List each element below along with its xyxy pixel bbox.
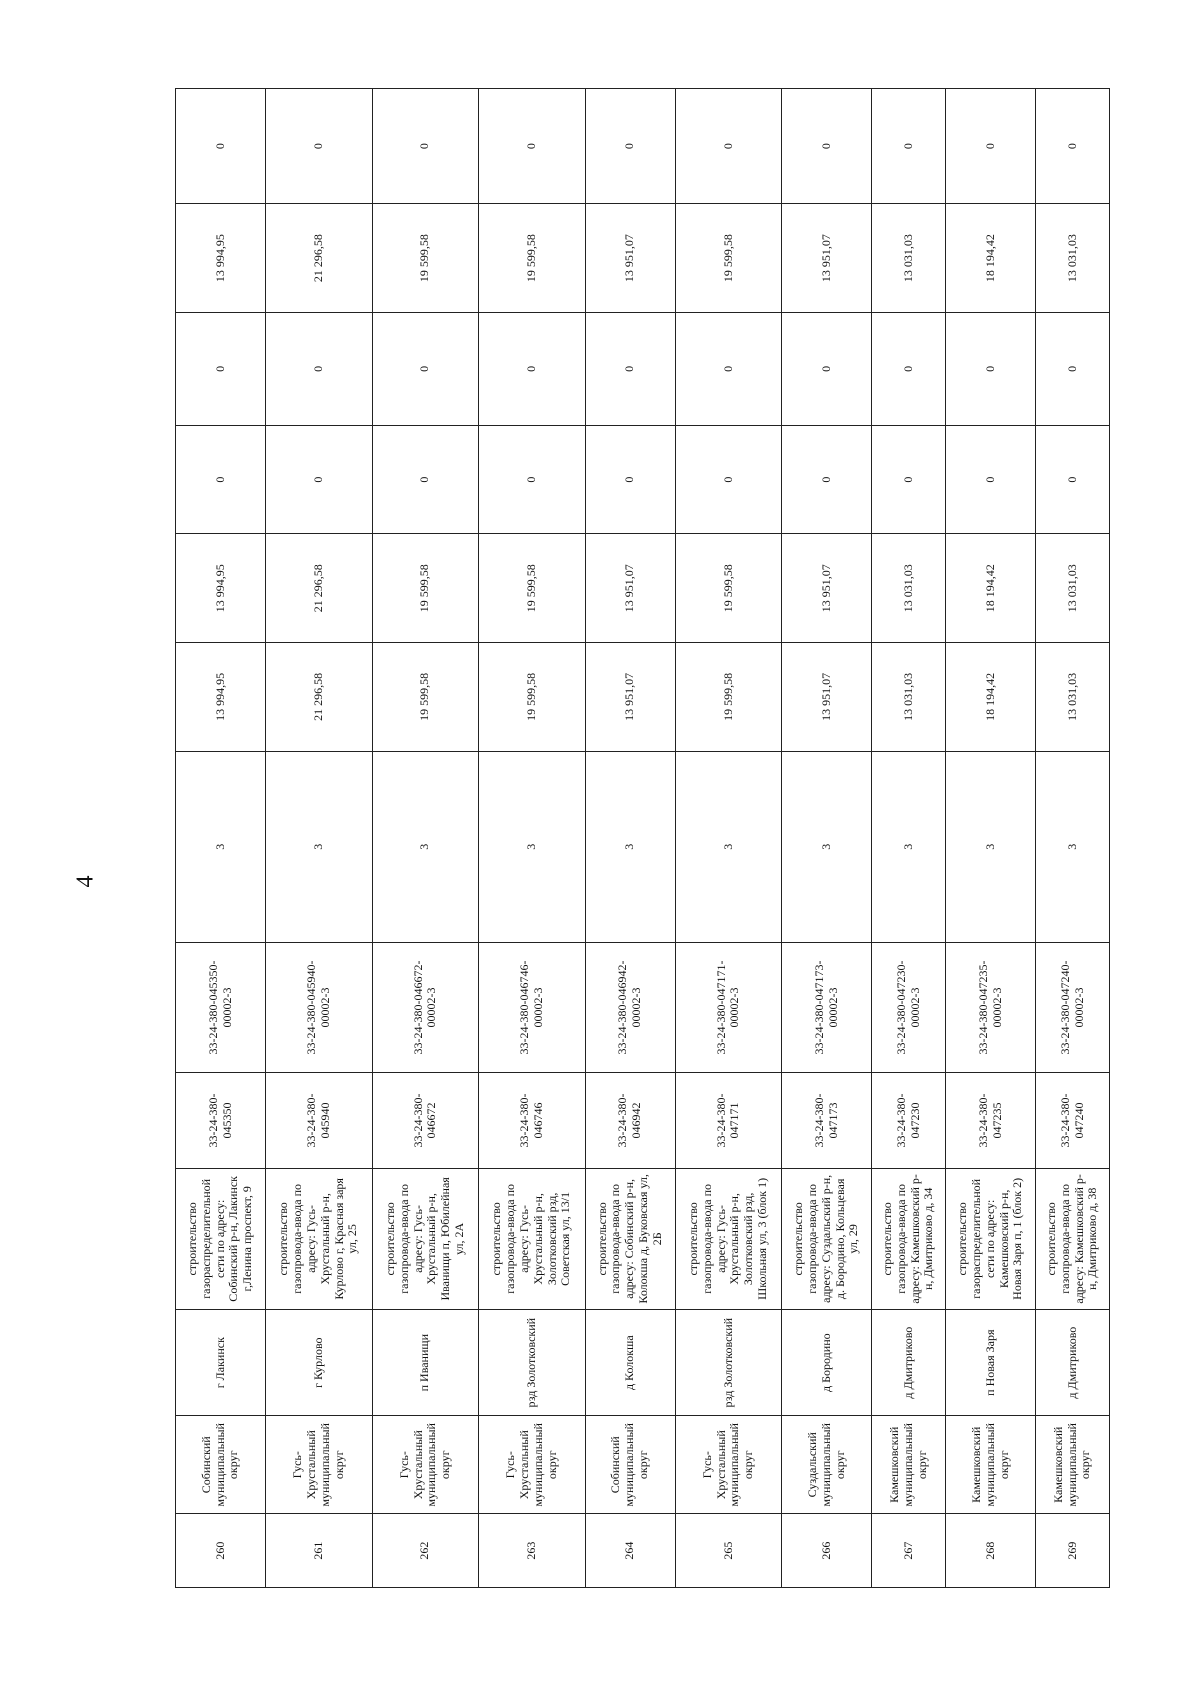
- municipality-cell: Гусь-Хрустальный муниципальный округ: [479, 1416, 585, 1514]
- zero-cell-2: 0: [872, 312, 946, 425]
- category-cell: 3: [675, 751, 781, 942]
- table-row: [782, 89, 872, 1588]
- zero-cell-3: 0: [872, 89, 946, 204]
- object-code-cell: 33-24-380-046746: [479, 1073, 585, 1169]
- zero-cell-1: 0: [585, 425, 675, 534]
- zero-cell-3: 0: [176, 89, 266, 204]
- zero-cell-2: 0: [479, 312, 585, 425]
- municipality-cell: Гусь-Хрустальный муниципальный округ: [675, 1416, 781, 1514]
- zero-cell-2: 0: [946, 312, 1036, 425]
- amount-cell-3: 13 951,07: [782, 204, 872, 313]
- category-cell: 3: [479, 751, 585, 942]
- table-container: [175, 88, 1110, 1588]
- table-row: [266, 89, 372, 1588]
- locality-cell: г Лакинск: [176, 1309, 266, 1415]
- full-code-cell: 33-24-380-046672-00002-3: [372, 942, 478, 1072]
- municipality-cell: Собинский муниципальный округ: [585, 1416, 675, 1514]
- zero-cell-2: 0: [675, 312, 781, 425]
- zero-cell-2: 0: [372, 312, 478, 425]
- zero-cell-2: 0: [266, 312, 372, 425]
- row-number: 264: [585, 1514, 675, 1588]
- amount-cell-2: 19 599,58: [675, 534, 781, 643]
- zero-cell-1: 0: [872, 425, 946, 534]
- full-code-cell: 33-24-380-047173-00002-3: [782, 942, 872, 1072]
- full-code-cell: 33-24-380-047230-00002-3: [872, 942, 946, 1072]
- row-number: 265: [675, 1514, 781, 1588]
- object-code-cell: 33-24-380-045940: [266, 1073, 372, 1169]
- municipality-cell: Камешковский муниципальный округ: [1036, 1416, 1110, 1514]
- locality-cell: д Колокша: [585, 1309, 675, 1415]
- zero-cell-1: 0: [675, 425, 781, 534]
- amount-cell-3: 19 599,58: [479, 204, 585, 313]
- locality-cell: рзд Золотковский: [675, 1309, 781, 1415]
- amount-cell-3: 13 994,95: [176, 204, 266, 313]
- table-row: [872, 89, 946, 1588]
- zero-cell-2: 0: [782, 312, 872, 425]
- object-description-cell: строительство газопровода-ввода по адресу: Гусь-Хрустальный р-н, Золотковский рзд, Школьная ул, 3 (блок 1): [675, 1168, 781, 1309]
- object-code-cell: 33-24-380-047171: [675, 1073, 781, 1169]
- amount-cell-3: 18 194,42: [946, 204, 1036, 313]
- municipality-cell: Гусь-Хрустальный муниципальный округ: [372, 1416, 478, 1514]
- row-number: 268: [946, 1514, 1036, 1588]
- zero-cell-3: 0: [1036, 89, 1110, 204]
- amount-cell-3: 19 599,58: [372, 204, 478, 313]
- zero-cell-1: 0: [946, 425, 1036, 534]
- amount-cell-1: 13 031,03: [1036, 643, 1110, 752]
- object-description-cell: строительство газопровода-ввода по адресу: Гусь-Хрустальный р-н, Золотковский рзд, Советская ул, 13/1: [479, 1168, 585, 1309]
- table-row: [479, 89, 585, 1588]
- table-row: [372, 89, 478, 1588]
- locality-cell: п Новая Заря: [946, 1309, 1036, 1415]
- zero-cell-1: 0: [266, 425, 372, 534]
- full-code-cell: 33-24-380-047235-00002-3: [946, 942, 1036, 1072]
- locality-cell: д Дмитриково: [1036, 1309, 1110, 1415]
- row-number: 267: [872, 1514, 946, 1588]
- municipality-cell: Гусь-Хрустальный муниципальный округ: [266, 1416, 372, 1514]
- zero-cell-1: 0: [479, 425, 585, 534]
- table-row: [1036, 89, 1110, 1588]
- zero-cell-2: 0: [176, 312, 266, 425]
- table-body: [176, 89, 1110, 1588]
- object-description-cell: строительство газораспределительной сети по адресу: Камешковский р-н, Новая Заря п, 1 (блок 2): [946, 1168, 1036, 1309]
- amount-cell-2: 21 296,58: [266, 534, 372, 643]
- zero-cell-1: 0: [1036, 425, 1110, 534]
- zero-cell-3: 0: [675, 89, 781, 204]
- municipality-cell: Собинский муниципальный округ: [176, 1416, 266, 1514]
- zero-cell-3: 0: [266, 89, 372, 204]
- zero-cell-1: 0: [176, 425, 266, 534]
- object-code-cell: 33-24-380-045350: [176, 1073, 266, 1169]
- amount-cell-1: 13 951,07: [585, 643, 675, 752]
- object-code-cell: 33-24-380-047230: [872, 1073, 946, 1169]
- amount-cell-2: 13 031,03: [872, 534, 946, 643]
- amount-cell-3: 13 951,07: [585, 204, 675, 313]
- zero-cell-2: 0: [1036, 312, 1110, 425]
- municipality-cell: Суздальский муниципальный округ: [782, 1416, 872, 1514]
- amount-cell-3: 13 031,03: [1036, 204, 1110, 313]
- full-code-cell: 33-24-380-047171-00002-3: [675, 942, 781, 1072]
- amount-cell-2: 13 951,07: [782, 534, 872, 643]
- category-cell: 3: [585, 751, 675, 942]
- amount-cell-2: 19 599,58: [372, 534, 478, 643]
- object-description-cell: строительство газопровода-ввода по адресу: Камешковский р-н, Дмитриково д, 34: [872, 1168, 946, 1309]
- object-code-cell: 33-24-380-046672: [372, 1073, 478, 1169]
- object-description-cell: строительство газопровода-ввода по адресу: Гусь-Хрустальный р-н, Курлово г, Красная заря ул, 25: [266, 1168, 372, 1309]
- amount-cell-1: 19 599,58: [479, 643, 585, 752]
- row-number: 260: [176, 1514, 266, 1588]
- zero-cell-3: 0: [585, 89, 675, 204]
- amount-cell-1: 13 994,95: [176, 643, 266, 752]
- full-code-cell: 33-24-380-046746-00002-3: [479, 942, 585, 1072]
- zero-cell-3: 0: [479, 89, 585, 204]
- amount-cell-1: 13 951,07: [782, 643, 872, 752]
- zero-cell-3: 0: [782, 89, 872, 204]
- row-number: 262: [372, 1514, 478, 1588]
- object-description-cell: строительство газопровода-ввода по адресу: Собинский р-н, Колокша д, Буковская ул, 2Б: [585, 1168, 675, 1309]
- category-cell: 3: [266, 751, 372, 942]
- full-code-cell: 33-24-380-046942-00002-3: [585, 942, 675, 1072]
- full-code-cell: 33-24-380-045940-00002-3: [266, 942, 372, 1072]
- zero-cell-3: 0: [946, 89, 1036, 204]
- zero-cell-1: 0: [372, 425, 478, 534]
- row-number: 266: [782, 1514, 872, 1588]
- table-row: [675, 89, 781, 1588]
- table-row: [176, 89, 266, 1588]
- table-row: [946, 89, 1036, 1588]
- zero-cell-3: 0: [372, 89, 478, 204]
- amount-cell-2: 18 194,42: [946, 534, 1036, 643]
- category-cell: 3: [1036, 751, 1110, 942]
- amount-cell-1: 19 599,58: [372, 643, 478, 752]
- amount-cell-2: 13 031,03: [1036, 534, 1110, 643]
- object-code-cell: 33-24-380-046942: [585, 1073, 675, 1169]
- category-cell: 3: [372, 751, 478, 942]
- amount-cell-3: 19 599,58: [675, 204, 781, 313]
- row-number: 261: [266, 1514, 372, 1588]
- amount-cell-1: 13 031,03: [872, 643, 946, 752]
- amount-cell-3: 13 031,03: [872, 204, 946, 313]
- amount-cell-3: 21 296,58: [266, 204, 372, 313]
- amount-cell-2: 13 994,95: [176, 534, 266, 643]
- data-table: [175, 88, 1110, 1588]
- object-description-cell: строительство газопровода-ввода по адресу: Гусь-Хрустальный р-н, Иванищи п, Юбилейная ул, 2А: [372, 1168, 478, 1309]
- amount-cell-1: 18 194,42: [946, 643, 1036, 752]
- object-code-cell: 33-24-380-047235: [946, 1073, 1036, 1169]
- locality-cell: п Иванищи: [372, 1309, 478, 1415]
- object-description-cell: строительство газопровода-ввода по адресу: Камешковский р-н, Дмитриково д, 38: [1036, 1168, 1110, 1309]
- full-code-cell: 33-24-380-045350-00002-3: [176, 942, 266, 1072]
- category-cell: 3: [176, 751, 266, 942]
- object-code-cell: 33-24-380-047240: [1036, 1073, 1110, 1169]
- municipality-cell: Камешковский муниципальный округ: [946, 1416, 1036, 1514]
- amount-cell-2: 19 599,58: [479, 534, 585, 643]
- amount-cell-1: 21 296,58: [266, 643, 372, 752]
- locality-cell: д Дмитриково: [872, 1309, 946, 1415]
- locality-cell: г Курлово: [266, 1309, 372, 1415]
- table-row: [585, 89, 675, 1588]
- category-cell: 3: [782, 751, 872, 942]
- object-description-cell: строительство газопровода-ввода по адресу: Суздальский р-н, д. Бородино, Кольцевая ул, 29: [782, 1168, 872, 1309]
- object-description-cell: строительство газораспределительной сети по адресу: Собинский р-н, Лакинск г,Ленина проспект, 9: [176, 1168, 266, 1309]
- page-number: 4: [72, 875, 99, 888]
- locality-cell: д Бородино: [782, 1309, 872, 1415]
- category-cell: 3: [946, 751, 1036, 942]
- locality-cell: рзд Золотковский: [479, 1309, 585, 1415]
- object-code-cell: 33-24-380-047173: [782, 1073, 872, 1169]
- zero-cell-2: 0: [585, 312, 675, 425]
- row-number: 263: [479, 1514, 585, 1588]
- municipality-cell: Камешковский муниципальный округ: [872, 1416, 946, 1514]
- amount-cell-1: 19 599,58: [675, 643, 781, 752]
- row-number: 269: [1036, 1514, 1110, 1588]
- category-cell: 3: [872, 751, 946, 942]
- full-code-cell: 33-24-380-047240-00002-3: [1036, 942, 1110, 1072]
- amount-cell-2: 13 951,07: [585, 534, 675, 643]
- zero-cell-1: 0: [782, 425, 872, 534]
